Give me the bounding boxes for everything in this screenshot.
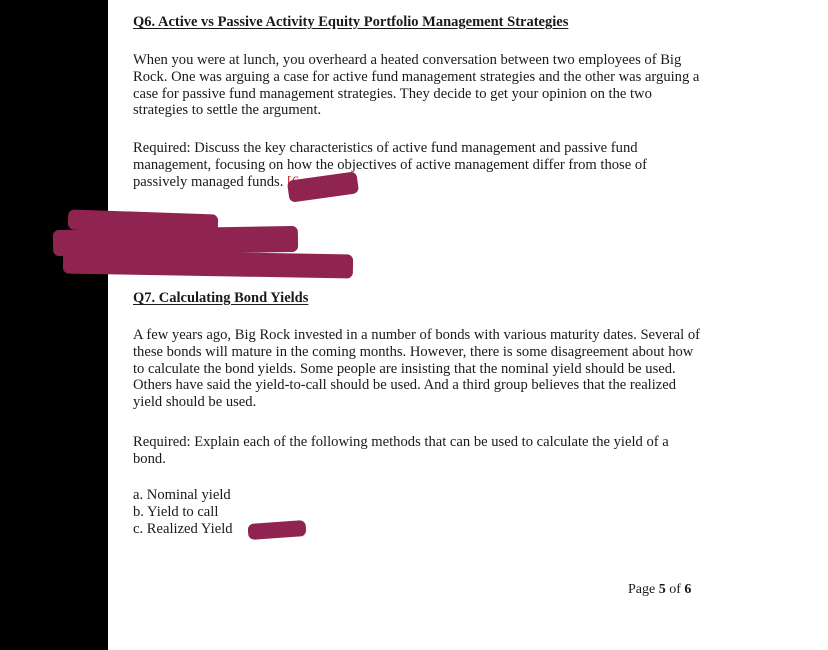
page-footer xyxy=(628,582,691,598)
q7-paragraph-1: A few years ago, Big Rock invested in a number of bonds with various maturity dates. Several of these bonds will mature in the coming months. However, there is some disagreement about how to calculate the bond yields. Some people are insisting that the nominal yield should be used. Others have said the yield-to-call should be used. And a third group believes that the realized yield should be used. xyxy=(133,327,701,411)
redaction-mark-q7-marks xyxy=(248,520,307,540)
q6-required-text: Required: Discuss the key characteristics of active fund management and passive fund management, focusing on how the objectives of active management differ from those of passively managed funds. xyxy=(133,140,647,190)
q7-title: Q7. Calculating Bond Yields xyxy=(133,290,309,306)
q7-paragraph-2: Required: Explain each of the following methods that can be used to calculate the yield of a bond. xyxy=(133,434,669,467)
of-word: of xyxy=(669,582,681,597)
redaction-mark-3 xyxy=(63,249,353,278)
q6-title: Q6. Active vs Passive Activity Equity Portfolio Management Strategies xyxy=(133,14,569,30)
document-page xyxy=(108,0,828,650)
list-item: a. Nominal yield xyxy=(133,487,231,503)
total-pages: 6 xyxy=(684,582,692,597)
list-item-label: c. Realized Yield xyxy=(133,520,233,537)
q6-paragraph-1: When you were at lunch, you overheard a heated conversation between two employees of Big Rock. One was arguing a case for active fund management strategies and the other was arguing a case for passive fund management strategies. They decide to get your opinion on the two strategies to settle the argument. xyxy=(133,52,700,119)
q6-paragraph-2 xyxy=(133,140,703,190)
page-number: 5 xyxy=(658,582,666,597)
page-word: Page xyxy=(628,582,656,597)
list-item: b. Yield to call xyxy=(133,503,219,520)
